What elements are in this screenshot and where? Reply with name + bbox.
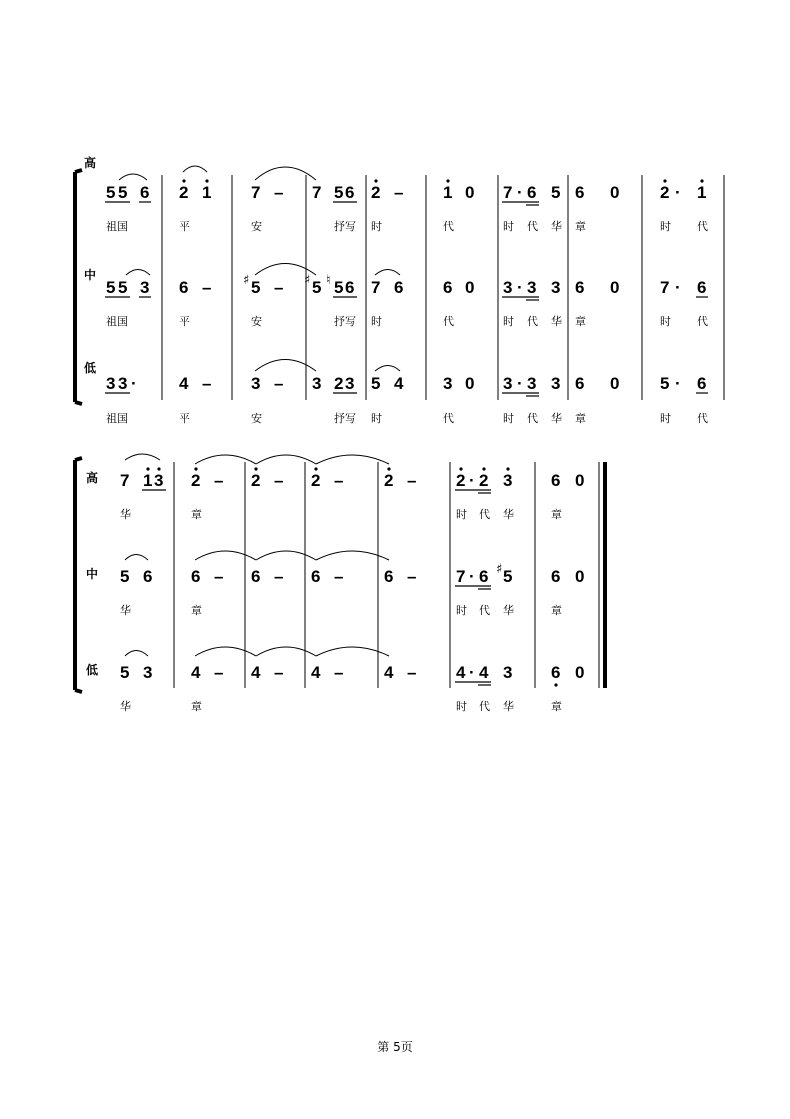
note: – [334, 663, 344, 682]
slurs [125, 551, 389, 560]
page-number: 第 5页 [377, 1040, 413, 1054]
voice-low [120, 647, 584, 687]
note: 1 [443, 183, 453, 202]
lyrics-middle [120, 603, 562, 617]
beams [455, 682, 491, 685]
note: 3 [551, 278, 561, 297]
note: 3 [503, 663, 513, 682]
note: 1 [697, 183, 707, 202]
voice-label-high: 高 [86, 471, 99, 485]
slurs [125, 454, 389, 464]
note: 3 [527, 374, 537, 393]
note: – [274, 663, 284, 682]
note: 6 [143, 567, 153, 586]
lyric: 时 [456, 604, 467, 617]
sharp-accidental: ♯ [496, 562, 503, 577]
note: 0 [610, 183, 620, 202]
lyric: 章 [191, 700, 202, 713]
note: · [469, 567, 475, 586]
final-barline-thick [603, 462, 607, 688]
slurs [119, 166, 316, 180]
note: · [675, 374, 681, 393]
note: 3 [312, 374, 322, 393]
note: 4 [191, 663, 201, 682]
note: 3 [503, 278, 513, 297]
note: 2 [334, 374, 344, 393]
note: 3 [527, 278, 537, 297]
voice-label-middle: 中 [86, 567, 99, 581]
lyric: 时 [660, 412, 671, 425]
note: 7 [312, 183, 322, 202]
lyrics-low [120, 699, 562, 713]
note: 4 [251, 663, 261, 682]
beams [105, 202, 539, 205]
note: 6 [575, 374, 585, 393]
note: – [274, 567, 284, 586]
note: 1 [202, 183, 212, 202]
beams [455, 586, 491, 589]
system-brace [75, 170, 82, 404]
note: 0 [465, 278, 475, 297]
note: 1 [143, 471, 153, 490]
note: 6 [394, 278, 404, 297]
slurs [255, 360, 400, 372]
note: 2 [251, 471, 261, 490]
note: 7 [371, 278, 381, 297]
lyric: 时 [456, 700, 467, 713]
lyric: 抒写 [334, 220, 356, 233]
note: 5 [251, 278, 261, 297]
lyric: 章 [191, 604, 202, 617]
lyric: 时 [660, 315, 671, 328]
lyric: 华 [503, 508, 514, 521]
note: 6 [179, 278, 189, 297]
slurs [126, 264, 400, 276]
lyric: 代 [479, 508, 490, 521]
note: 6 [551, 663, 561, 682]
lyric: 华 [551, 220, 562, 233]
note: 6 [527, 183, 537, 202]
lyric: 代 [527, 220, 538, 233]
note: 3 [345, 374, 355, 393]
note: 6 [697, 374, 707, 393]
lyric: 章 [575, 220, 586, 233]
lyric: 时 [371, 315, 382, 328]
beams [105, 393, 708, 396]
lyrics-high [120, 507, 562, 521]
note: 6 [251, 567, 261, 586]
lyric: 抒写 [334, 412, 356, 425]
note: – [214, 567, 224, 586]
note: 0 [465, 183, 475, 202]
slurs [125, 647, 389, 656]
note: 5 [660, 374, 670, 393]
lyric: 代 [527, 315, 538, 328]
note: 2 [384, 471, 394, 490]
lyric: 章 [191, 508, 202, 521]
note: – [274, 471, 284, 490]
note: 5 [106, 278, 116, 297]
voice-high [120, 454, 584, 493]
note: 6 [384, 567, 394, 586]
lyric: 章 [551, 604, 562, 617]
low-octave-dot [554, 683, 557, 686]
note: 2 [456, 471, 466, 490]
note: – [334, 471, 344, 490]
beams [142, 490, 491, 493]
note: – [407, 567, 417, 586]
note: 4 [394, 374, 404, 393]
note: 6 [697, 278, 707, 297]
lyrics-high [106, 219, 708, 233]
note: 4 [456, 663, 466, 682]
note: 6 [551, 567, 561, 586]
note: 6 [443, 278, 453, 297]
note: · [469, 663, 475, 682]
lyric: 华 [120, 508, 131, 521]
note: 7 [456, 567, 466, 586]
lyric: 安 [251, 412, 262, 425]
note: 6 [551, 471, 561, 490]
note: 2 [311, 471, 321, 490]
note: – [334, 567, 344, 586]
note: 0 [575, 663, 585, 682]
note: 7 [660, 278, 670, 297]
lyric: 时 [503, 315, 514, 328]
lyric: 代 [443, 315, 454, 328]
note: 2 [179, 183, 189, 202]
note: 3 [251, 374, 261, 393]
lyric: 章 [551, 700, 562, 713]
sharp-accidental: ♯ [304, 273, 311, 288]
note: – [214, 471, 224, 490]
note: 3 [140, 278, 150, 297]
lyric: 章 [575, 412, 586, 425]
system-1 [75, 155, 724, 425]
voice-label-low: 低 [86, 663, 99, 677]
note: 2 [371, 183, 381, 202]
lyric: 祖国 [106, 220, 128, 233]
note: 2 [191, 471, 201, 490]
lyric: 时 [371, 412, 382, 425]
lyrics-middle [106, 314, 708, 328]
voice-low [105, 360, 708, 397]
lyric: 章 [575, 315, 586, 328]
note: 0 [610, 278, 620, 297]
note: 5 [118, 183, 128, 202]
lyric: 祖国 [106, 315, 128, 328]
note: – [214, 663, 224, 682]
natural-accidental: ♮ [326, 273, 331, 288]
lyric: 时 [371, 220, 382, 233]
lyric: 代 [479, 700, 490, 713]
lyric: 代 [443, 220, 454, 233]
voice-label-middle: 中 [84, 268, 97, 282]
lyric: 安 [251, 315, 262, 328]
note: – [274, 374, 284, 393]
note: 5 [503, 567, 513, 586]
lyric: 华 [503, 700, 514, 713]
note: – [202, 374, 212, 393]
note: 0 [575, 471, 585, 490]
note: 3 [551, 374, 561, 393]
lyric: 时 [503, 412, 514, 425]
voice-label-high: 高 [84, 156, 97, 170]
lyrics-low [106, 411, 708, 425]
lyric: 华 [120, 700, 131, 713]
voice-high [105, 166, 706, 205]
lyric: 时 [503, 220, 514, 233]
lyric: 代 [443, 412, 454, 425]
note: 2 [660, 183, 670, 202]
note: 3 [118, 374, 128, 393]
note: 3 [503, 471, 513, 490]
note: 6 [311, 567, 321, 586]
note: – [274, 278, 284, 297]
lyric: 代 [479, 604, 490, 617]
lyric: 华 [503, 604, 514, 617]
lyric: 时 [660, 220, 671, 233]
lyric: 华 [120, 604, 131, 617]
note: – [407, 663, 417, 682]
note: 6 [191, 567, 201, 586]
note: 4 [479, 663, 489, 682]
note: 6 [479, 567, 489, 586]
note: 3 [443, 374, 453, 393]
note: – [274, 183, 284, 202]
note: 2 [479, 471, 489, 490]
note: 0 [610, 374, 620, 393]
note: · [517, 183, 523, 202]
lyric: 代 [697, 412, 708, 425]
system-brace [75, 458, 82, 692]
voice-label-low: 低 [84, 361, 97, 375]
lyric: 华 [551, 315, 562, 328]
note: 3 [143, 663, 153, 682]
lyric: 平 [179, 412, 190, 425]
note: 3 [503, 374, 513, 393]
note: 5 [106, 183, 116, 202]
lyric: 抒写 [334, 315, 356, 328]
note: · [517, 374, 523, 393]
note: 5 [120, 663, 130, 682]
note: 4 [179, 374, 189, 393]
lyric: 华 [551, 412, 562, 425]
note: – [394, 183, 404, 202]
note: 5 [551, 183, 561, 202]
note: 7 [251, 183, 261, 202]
note: 6 [575, 183, 585, 202]
note: · [469, 471, 475, 490]
note: 7 [120, 471, 130, 490]
note: 6 [345, 183, 355, 202]
lyric: 代 [697, 315, 708, 328]
note: 0 [575, 567, 585, 586]
voice-middle [120, 551, 584, 589]
note: 6 [140, 183, 150, 202]
lyric: 章 [551, 508, 562, 521]
system-2 [75, 454, 607, 713]
note: 4 [384, 663, 394, 682]
note: · [517, 278, 523, 297]
lyric: 安 [251, 220, 262, 233]
note: 3 [154, 471, 164, 490]
voice-middle [105, 264, 708, 301]
note: 5 [334, 183, 344, 202]
lyric: 平 [179, 315, 190, 328]
lyric: 代 [527, 412, 538, 425]
note: – [202, 278, 212, 297]
note: · [131, 374, 137, 393]
note: 3 [106, 374, 116, 393]
sharp-accidental: ♯ [243, 273, 250, 288]
note: 6 [575, 278, 585, 297]
beams [105, 297, 708, 300]
note: 5 [120, 567, 130, 586]
note: · [675, 278, 681, 297]
note: 6 [345, 278, 355, 297]
lyric: 时 [456, 508, 467, 521]
note: 5 [334, 278, 344, 297]
lyric: 祖国 [106, 412, 128, 425]
lyric: 代 [697, 220, 708, 233]
note: 4 [311, 663, 321, 682]
lyric: 平 [179, 220, 190, 233]
note: 5 [118, 278, 128, 297]
note: 7 [503, 183, 513, 202]
note: 5 [312, 278, 322, 297]
note: · [675, 183, 681, 202]
note: – [407, 471, 417, 490]
note: 0 [465, 374, 475, 393]
note: 5 [371, 374, 381, 393]
